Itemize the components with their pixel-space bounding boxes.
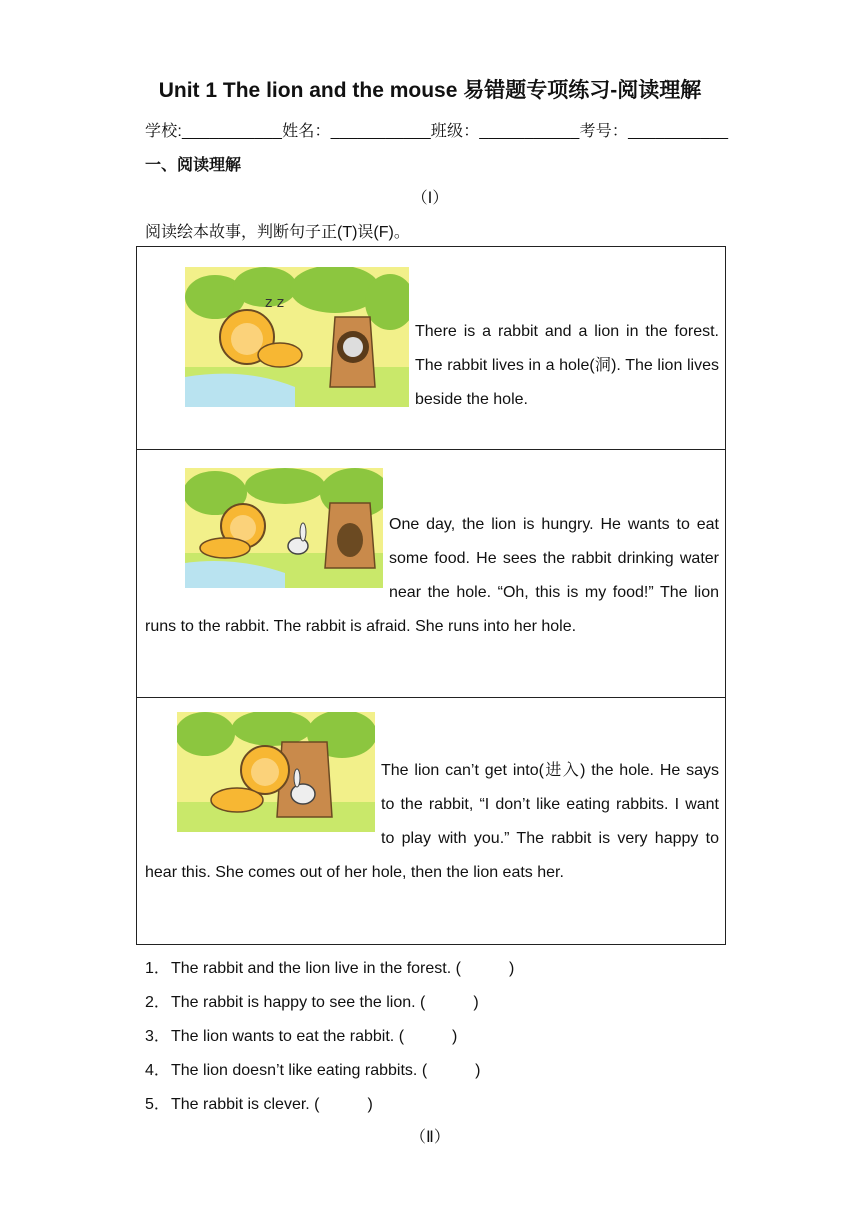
- story-panel-2-text: One day, the lion is hungry. He wants to eat some food. He sees the rabbit drinking water near the hole. “Oh, this is my food!” The lion runs to the rabbit. The rabbit is afraid. She runs into her hole.: [145, 516, 719, 635]
- lion-talking-to-rabbit-illustration: [177, 712, 375, 832]
- question-number: 3．: [145, 1028, 170, 1045]
- student-info-line: 学校:___________姓名：___________班级：___________考号：___________: [145, 123, 729, 140]
- part-2-label: （Ⅱ）: [410, 1129, 450, 1146]
- page-title: Unit 1 The lion and the mouse 易错题专项练习-阅读理解: [158, 79, 702, 102]
- question-text: The rabbit and the lion live in the forest. ( ): [171, 960, 515, 977]
- question-number: 4．: [145, 1062, 170, 1079]
- lion-chasing-rabbit-illustration: [185, 468, 383, 588]
- question-1: [145, 955, 514, 978]
- part-1-label: （Ⅰ）: [411, 190, 449, 207]
- story-panel-2: [137, 450, 725, 698]
- story-panel-3: [137, 698, 725, 944]
- story-panel-3-text: The lion can’t get into(进入) the hole. He says to the rabbit, “I don’t like eating rabbits. I want to play with you.” The rabbit is very happy to hear this. She comes out of her hole, then the lion eats her.: [145, 762, 719, 881]
- question-2: [145, 989, 479, 1012]
- section-heading: 一、阅读理解: [145, 157, 242, 174]
- svg-text:z z: z z: [265, 295, 285, 311]
- question-text: The rabbit is happy to see the lion. ( ): [171, 994, 479, 1011]
- question-number: 5．: [145, 1096, 170, 1113]
- story-table: [136, 246, 726, 945]
- question-number: 2．: [145, 994, 170, 1011]
- question-text: The lion doesn’t like eating rabbits. ( ): [171, 1062, 481, 1079]
- story-panel-1: [137, 247, 725, 450]
- question-text: The lion wants to eat the rabbit. ( ): [171, 1028, 458, 1045]
- instruction: 阅读绘本故事，判断句子正(T)误(F)。: [145, 224, 410, 241]
- question-text: The rabbit is clever. ( ): [171, 1096, 373, 1113]
- question-4: [145, 1057, 480, 1080]
- question-3: [145, 1023, 457, 1046]
- question-5: [145, 1091, 373, 1114]
- question-number: 1．: [145, 960, 170, 977]
- story-panel-1-text: There is a rabbit and a lion in the forest. The rabbit lives in a hole(洞). The lion lives beside the hole.: [415, 323, 719, 408]
- sleeping-lion-illustration: [185, 267, 409, 407]
